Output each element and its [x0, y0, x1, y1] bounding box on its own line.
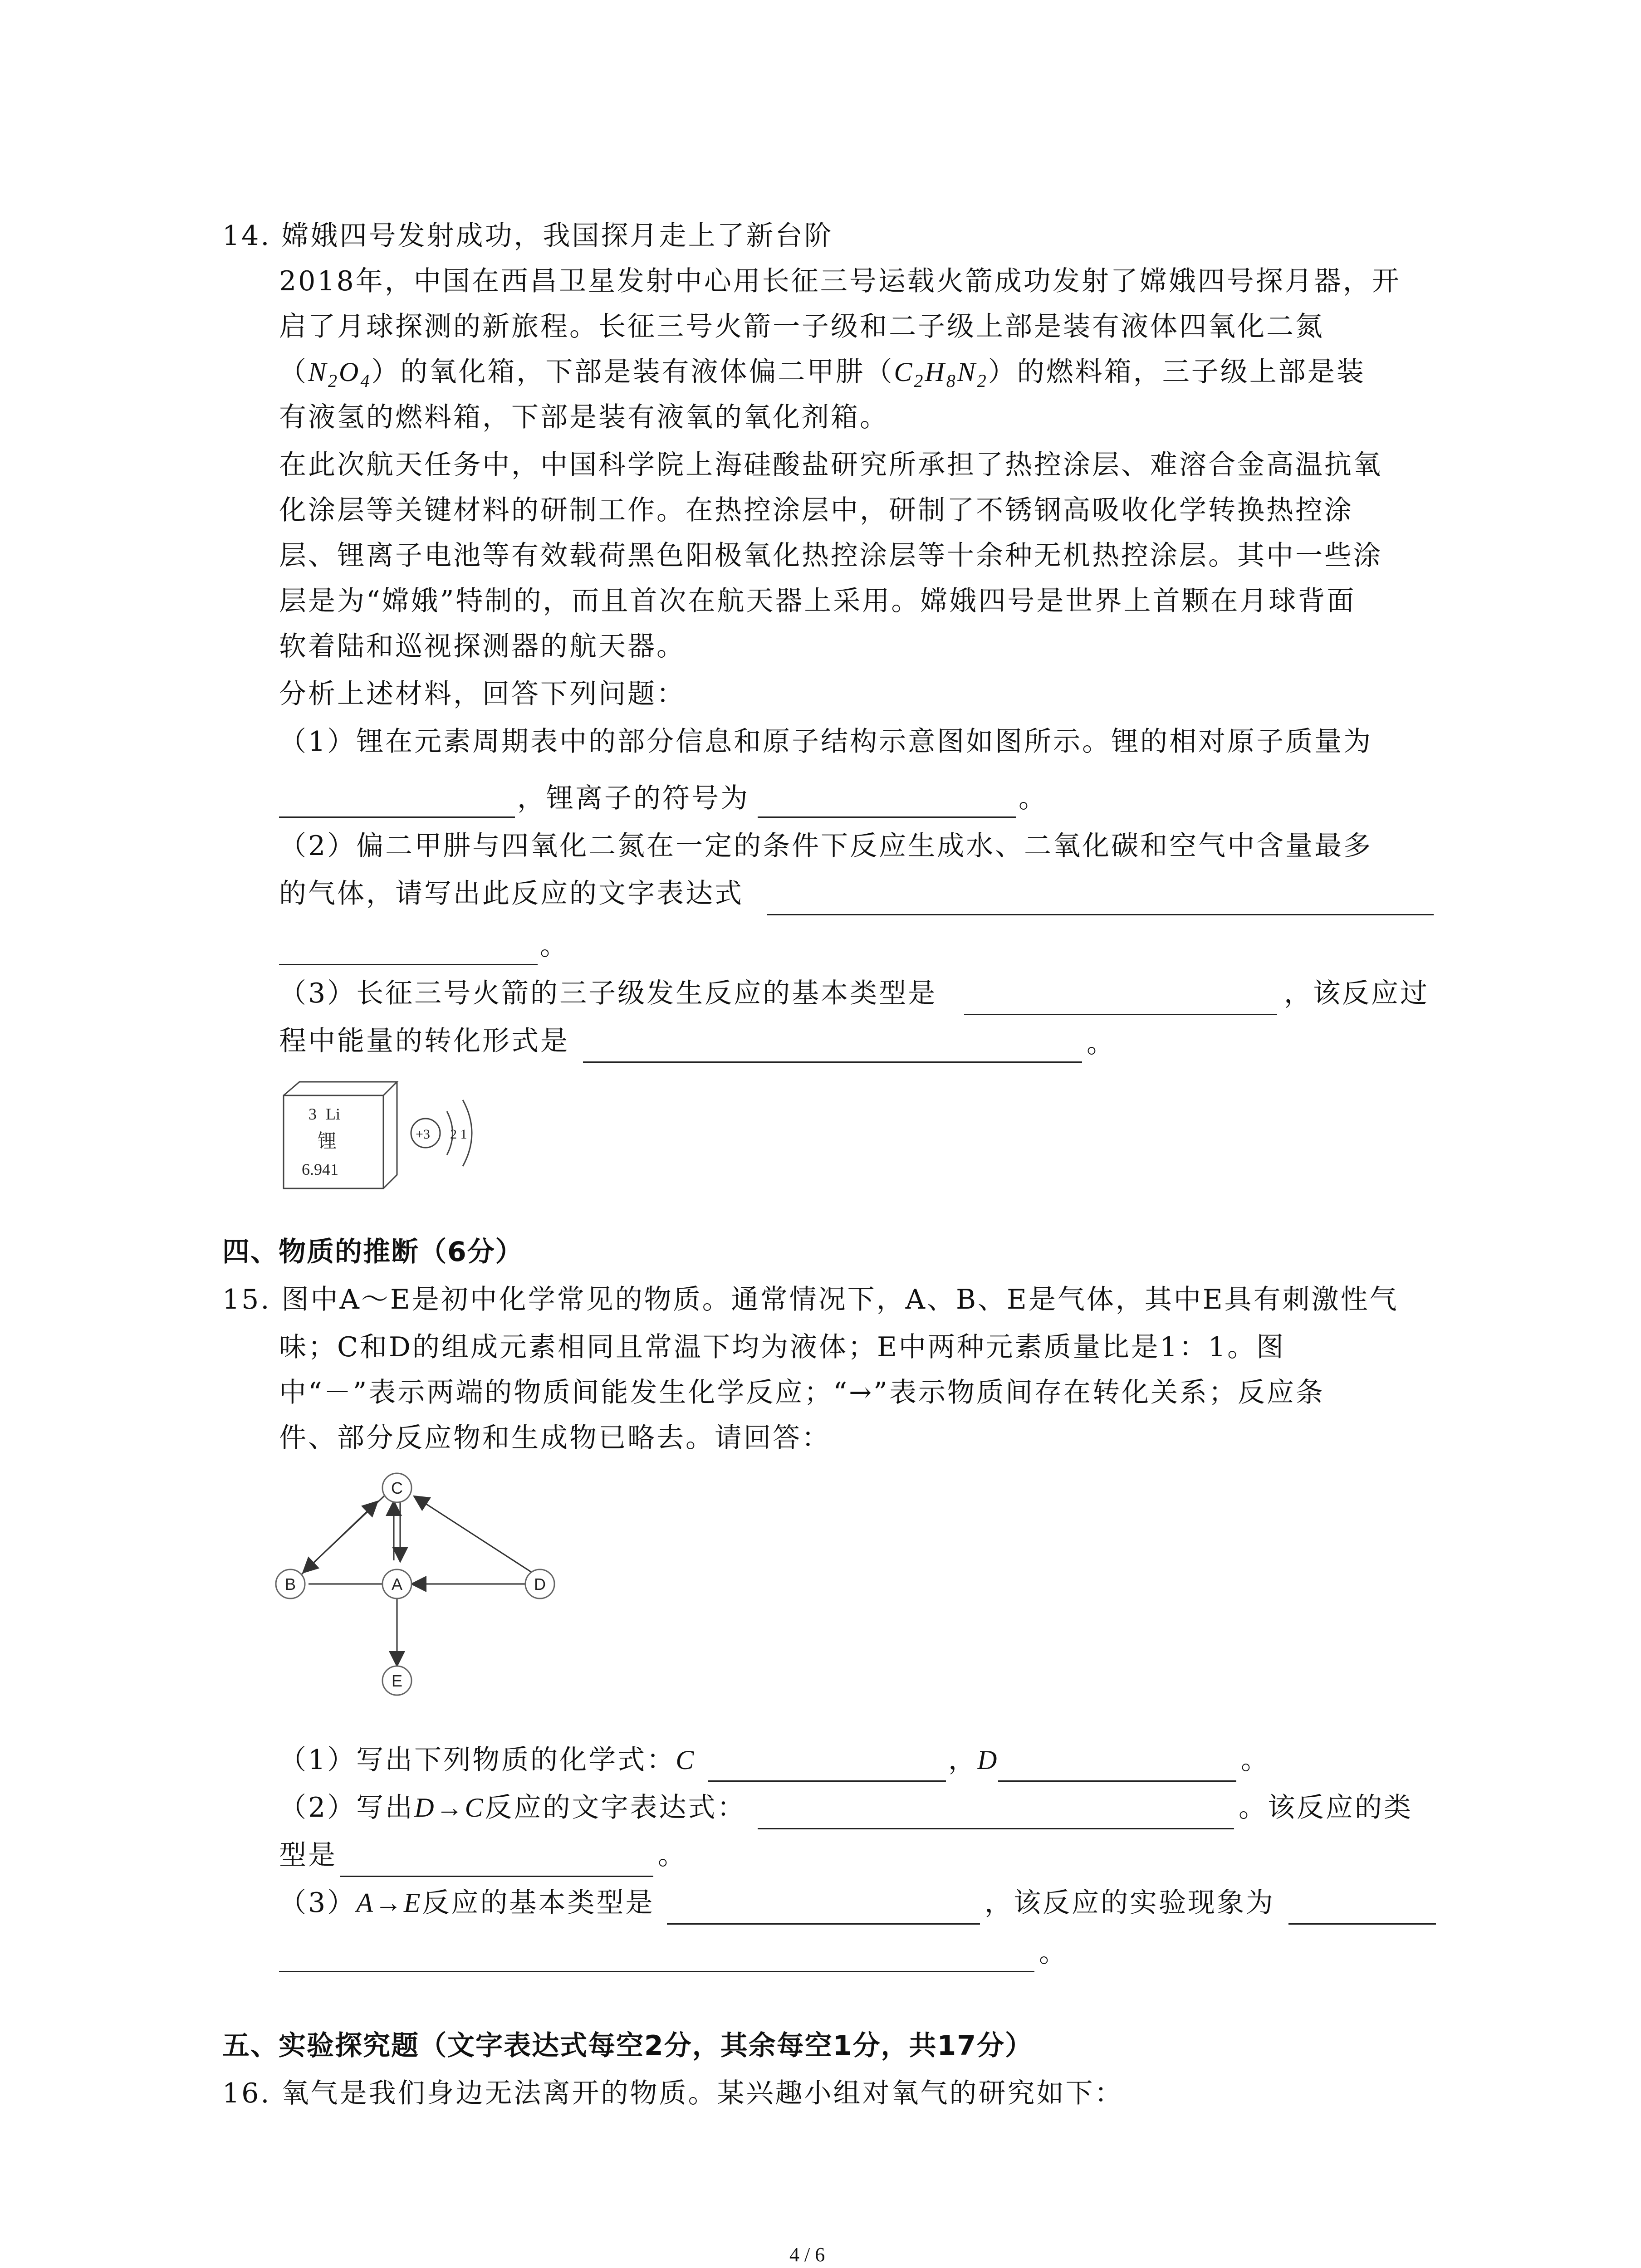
- lithium-element-figure: [281, 1080, 495, 1193]
- q14-text: 2018年，中国在西昌卫星发射中心用长征三号运载火箭成功发射了嫦娥四号探月器，开: [279, 265, 1401, 297]
- answer-blank[interactable]: [758, 1828, 1234, 1829]
- q15-text: 中“－”表示两端的物质间能发生化学反应；“→”表示物质间存在转化关系；反应条: [279, 1377, 1325, 1408]
- electron-counts: 2 1: [450, 1127, 467, 1142]
- answer-blank[interactable]: [758, 816, 1016, 818]
- q15-text: 。: [658, 1839, 687, 1871]
- q15-text: ，D: [948, 1744, 999, 1776]
- nucleus-charge: +3: [416, 1127, 430, 1142]
- answer-blank[interactable]: [767, 914, 1434, 915]
- arrow-d-to-c: [415, 1497, 531, 1572]
- q15-text: 15. 图中A～E是初中化学常见的物质。通常情况下，A、B、E是气体，其中E具有刺激性气: [222, 1284, 1399, 1315]
- answer-blank[interactable]: [340, 1876, 653, 1877]
- q14-text: 。: [1019, 782, 1048, 814]
- q15-text: 。: [1241, 1744, 1270, 1776]
- answer-blank[interactable]: [998, 1780, 1236, 1782]
- q15-text: 。: [1039, 1937, 1068, 1969]
- q14-text: ，锂离子的符号为: [517, 782, 749, 814]
- node-d-label: D: [534, 1575, 546, 1593]
- answer-blank[interactable]: [1288, 1923, 1436, 1925]
- q16-text: 16. 氧气是我们身边无法离开的物质。某兴趣小组对氧气的研究如下：: [222, 2077, 1124, 2109]
- node-e-label: E: [391, 1672, 403, 1690]
- substance-relationship-diagram: [272, 1470, 590, 1724]
- q15-text: 味；C和D的组成元素相同且常温下均为液体；E中两种元素质量比是1：1。图: [279, 1331, 1286, 1363]
- section-5-heading: 五、实验探究题（文字表达式每空2分，其余每空1分，共17分）: [222, 2030, 1033, 2062]
- q15-subquestion-2: （2）写出D→C反应的文字表达式：: [279, 1792, 746, 1823]
- node-a-label: A: [391, 1575, 403, 1593]
- answer-blank[interactable]: [708, 1780, 946, 1782]
- element-name: 锂: [318, 1130, 337, 1152]
- element-mass: 6.941: [302, 1160, 338, 1178]
- q14-text: $(N_2O_4)$的氧化箱，下部是装有液体偏二甲肼$(C_2H_8N_2)$的燃料箱，三子级上部是装: [279, 356, 1366, 391]
- q14-subquestion-1: （1）锂在元素周期表中的部分信息和原子结构示意图如图所示。锂的相对原子质量为: [279, 726, 1373, 758]
- answer-blank[interactable]: [279, 816, 515, 818]
- q15-text: 型是: [279, 1839, 337, 1871]
- q14-text: 的气体，请写出此反应的文字表达式: [279, 878, 744, 909]
- q14-text: 层是为“嫦娥”特制的，而且首次在航天器上采用。嫦娥四号是世界上首颗在月球背面: [279, 585, 1356, 617]
- q14-text: ，该反应过: [1284, 978, 1429, 1009]
- answer-blank[interactable]: [667, 1923, 980, 1925]
- node-c-label: C: [391, 1479, 403, 1497]
- q14-subquestion-2: （2）偏二甲肼与四氧化二氮在一定的条件下反应生成水、二氧化碳和空气中含量最多: [279, 830, 1373, 862]
- answer-blank[interactable]: [279, 1971, 1034, 1972]
- page-number: 4 / 6: [789, 2244, 825, 2266]
- q15-text: ，该反应的实验现象为: [985, 1887, 1275, 1919]
- q15-subquestion-1: （1）写出下列物质的化学式：C: [279, 1744, 696, 1776]
- answer-blank[interactable]: [964, 1014, 1277, 1015]
- answer-blank[interactable]: [583, 1061, 1082, 1063]
- q14-text: 。: [1087, 1027, 1116, 1059]
- q15-text: 。该反应的类: [1239, 1792, 1413, 1823]
- q14-text: 。: [540, 930, 569, 962]
- arrow-c-to-b: [304, 1495, 386, 1572]
- node-b-label: B: [284, 1575, 296, 1593]
- q14-text: 分析上述材料，回答下列问题：: [279, 678, 686, 710]
- q14-text: 在此次航天任务中，中国科学院上海硅酸盐研究所承担了热控涂层、难溶合金高温抗氧: [279, 449, 1382, 481]
- q14-text: 化涂层等关键材料的研制工作。在热控涂层中，研制了不锈钢高吸收化学转换热控涂: [279, 494, 1353, 526]
- q14-text: 有液氢的燃料箱，下部是装有液氧的氧化剂箱。: [279, 401, 889, 433]
- q14-subquestion-3: （3）长征三号火箭的三子级发生反应的基本类型是: [279, 978, 937, 1009]
- q14-title: 14. 嫦娥四号发射成功，我国探月走上了新台阶: [222, 220, 833, 252]
- q14-text: 启了月球探测的新旅程。长征三号火箭一子级和二子级上部是装有液体四氧化二氮: [279, 311, 1324, 342]
- q14-text: 软着陆和巡视探测器的航天器。: [279, 631, 686, 662]
- q15-text: 件、部分反应物和生成物已略去。请回答：: [279, 1422, 831, 1454]
- answer-blank[interactable]: [279, 964, 538, 965]
- q15-subquestion-3: （3）A→E反应的基本类型是: [279, 1887, 655, 1919]
- q14-text: 程中能量的转化形式是: [279, 1025, 569, 1057]
- section-4-heading: 四、物质的推断（6分）: [222, 1236, 524, 1268]
- q14-text: 层、锂离子电池等有效载荷黑色阳极氧化热控涂层等十余种无机热控涂层。其中一些涂: [279, 540, 1382, 572]
- element-number-symbol: 3 Li: [309, 1105, 340, 1123]
